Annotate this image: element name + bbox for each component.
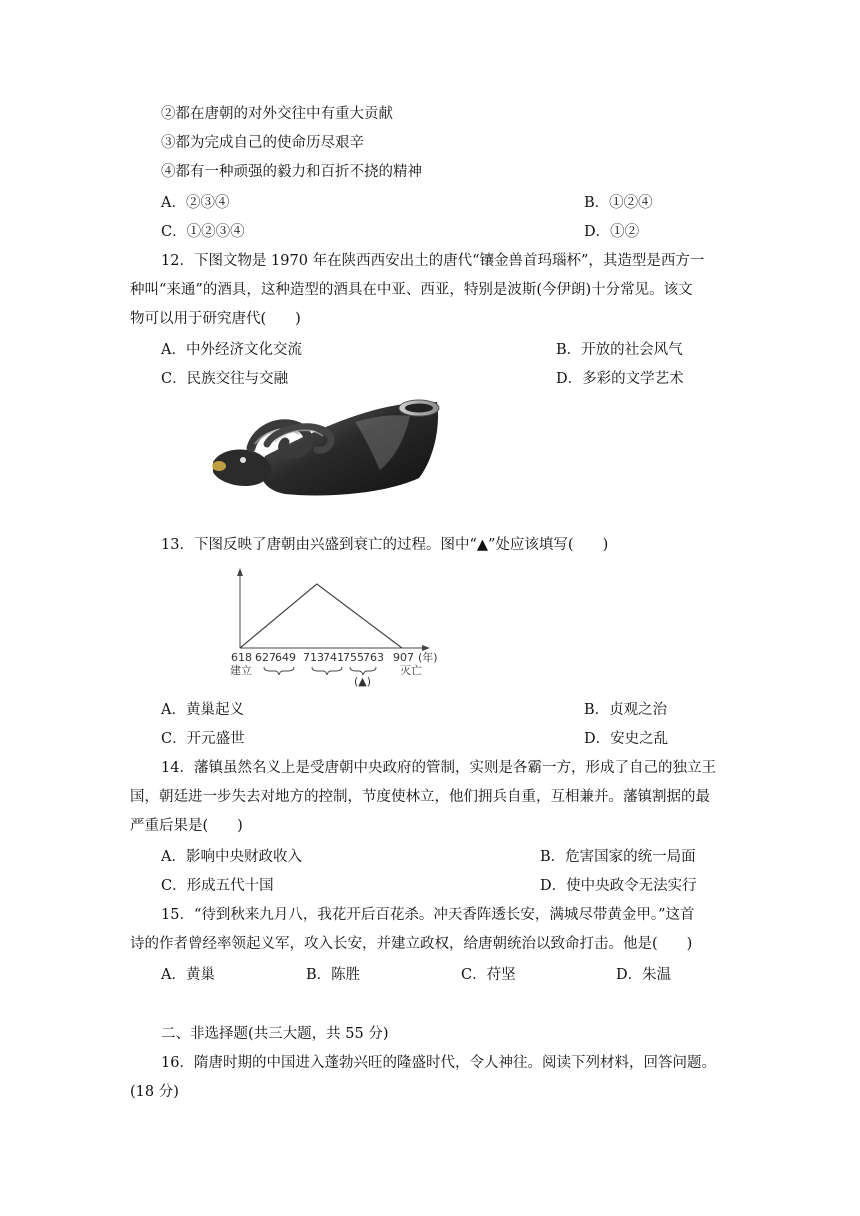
q14-stem-line1: 14．藩镇虽然名义上是受唐朝中央政府的管制，实则是各霸一方，形成了自己的独立王 [161, 760, 716, 776]
chart-axes [237, 568, 430, 651]
q11-option-a[interactable]: A．②③④ [161, 195, 230, 211]
q13-option-c[interactable]: C．开元盛世 [161, 731, 245, 747]
section-2-heading: 二、非选择题(共三大题，共 55 分) [161, 1026, 389, 1042]
tick-label-763: 763 [363, 651, 384, 664]
q15-option-a[interactable]: A．黄巢 [161, 967, 215, 983]
tick-label-627: 627 [255, 651, 276, 664]
q16-stem-line2: (18 分) [130, 1084, 179, 1100]
q14-stem-line2: 国，朝廷进一步失去对地方的控制，节度使林立，他们拥兵自重，互相兼并。藩镇割据的最 [130, 789, 710, 805]
tick-label-741: 741 [323, 651, 344, 664]
trend-line [240, 584, 402, 648]
q15-option-d[interactable]: D．朱温 [616, 967, 672, 983]
q14-option-a[interactable]: A．影响中央财政收入 [161, 849, 302, 865]
q14-option-d[interactable]: D．使中央政令无法实行 [540, 878, 697, 894]
agate-rhyton-image [205, 398, 445, 500]
q12-stem-line1: 12．下图文物是 1970 年在陕西西安出土的唐代“镶金兽首玛瑙杯”，其造型是西方一 [161, 253, 705, 269]
brace-713-741 [312, 667, 342, 675]
end-label: 灭亡 [400, 664, 422, 677]
marker-label: (▲) [354, 675, 372, 688]
q13-stem: 13．下图反映了唐朝由兴盛到衰亡的过程。图中“▲”处应该填写( ) [161, 537, 609, 553]
q15-option-b[interactable]: B．陈胜 [306, 967, 361, 983]
q15-option-c[interactable]: C．苻坚 [461, 967, 516, 983]
q12-stem-line3: 物可以用于研究唐代( ) [130, 311, 301, 327]
q15-stem-line1: 15．“待到秋来九月八，我花开后百花杀。冲天香阵透长安，满城尽带黄金甲。”这首 [161, 907, 695, 923]
q15-stem-line2: 诗的作者曾经率领起义军，攻入长安，并建立政权，给唐朝统治以致命打击。他是( ) [130, 936, 693, 952]
tick-label-713: 713 [303, 651, 324, 664]
q11-item-4: ④都有一种顽强的毅力和百折不挠的精神 [161, 164, 422, 180]
y-axis-arrow [237, 568, 243, 576]
q14-option-b[interactable]: B．危害国家的统一局面 [540, 849, 696, 865]
q13-option-d[interactable]: D．安史之乱 [584, 731, 669, 747]
q14-option-c[interactable]: C．形成五代十国 [161, 878, 274, 894]
q12-stem-line2: 种叫“来通”的酒具，这种造型的酒具在中亚、西亚，特别是波斯(今伊朗)十分常见。该文 [130, 282, 693, 298]
unit-label: (年) [418, 651, 438, 664]
tick-label-755: 755 [343, 651, 364, 664]
q16-stem-line1: 16．隋唐时期的中国进入蓬勃兴旺的隆盛时代，令人神往。阅读下列材料，回答问题。 [161, 1055, 716, 1071]
q11-option-d[interactable]: D．①② [584, 224, 640, 240]
q13-option-b[interactable]: B．贞观之治 [584, 702, 668, 718]
q11-item-2: ②都在唐朝的对外交往中有重大贡献 [161, 106, 393, 122]
tick-label-907: 907 [393, 651, 414, 664]
q11-option-b[interactable]: B．①②④ [584, 195, 653, 211]
tick-label-649: 649 [275, 651, 296, 664]
brace-627-649 [264, 667, 294, 675]
q12-option-a[interactable]: A．中外经济文化交流 [161, 342, 302, 358]
timeline-chart [226, 568, 446, 692]
brace-755-763 [350, 667, 376, 675]
q12-option-b[interactable]: B．开放的社会风气 [556, 342, 683, 358]
q11-option-c[interactable]: C．①②③④ [161, 224, 245, 240]
q12-option-c[interactable]: C．民族交往与交融 [161, 371, 289, 387]
q11-item-3: ③都为完成自己的使命历尽艰辛 [161, 135, 364, 151]
q14-stem-line3: 严重后果是( ) [130, 818, 243, 834]
start-label: 建立 [230, 664, 252, 677]
tick-label-618: 618 [231, 651, 252, 664]
q12-option-d[interactable]: D．多彩的文学艺术 [556, 371, 684, 387]
q13-option-a[interactable]: A．黄巢起义 [161, 702, 244, 718]
